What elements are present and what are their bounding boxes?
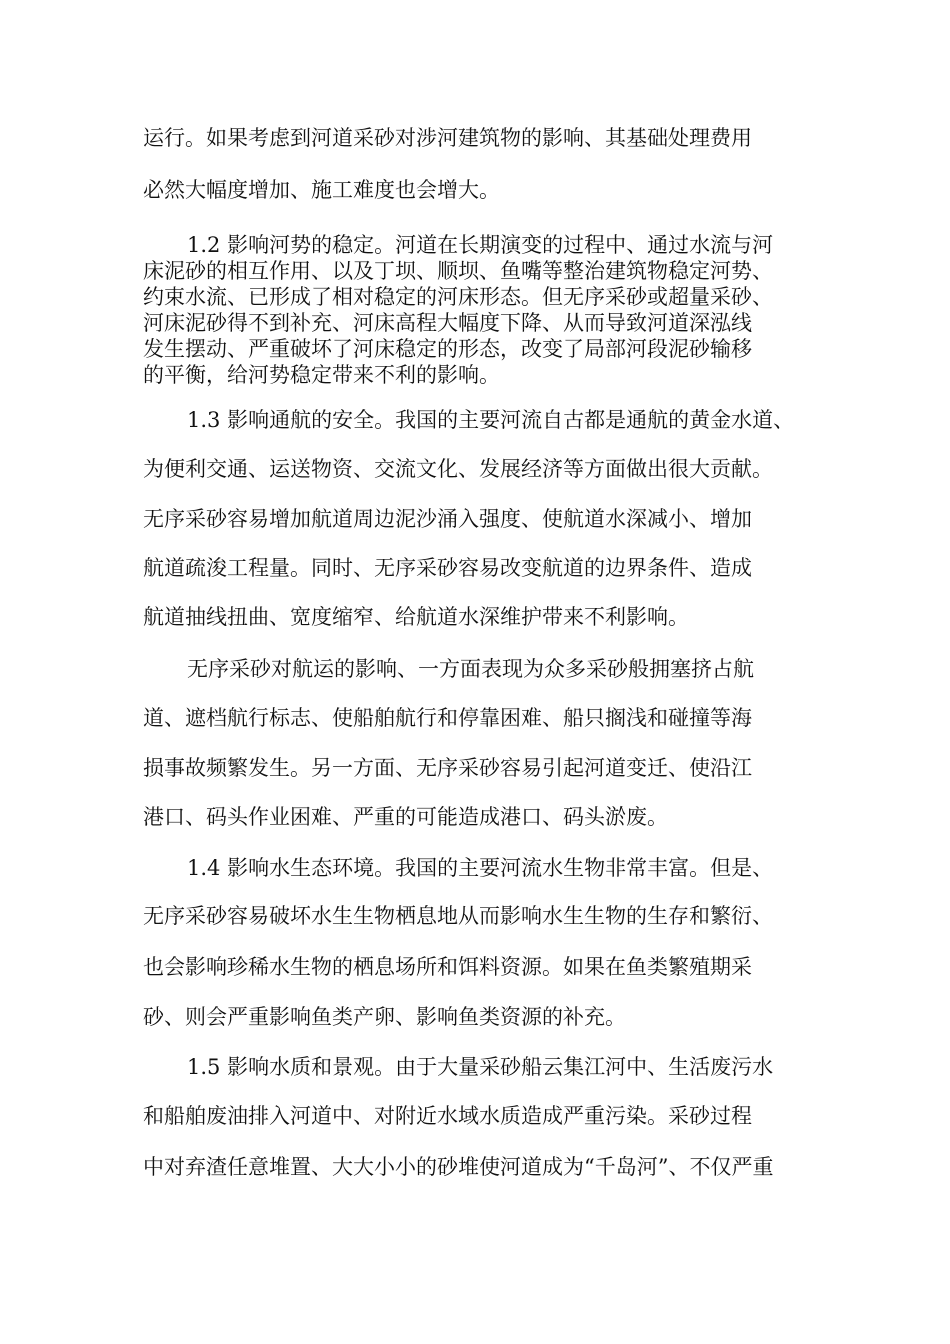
paragraph-first-line: 1.2 影响河势的稳定。河道在长期演变的过程中、通过水流与河	[187, 233, 774, 257]
text-line: 发生摆动、严重破坏了河床稳定的形态，改变了局部河段泥砂输移	[143, 337, 752, 361]
text-line: 无序采砂容易破坏水生生物栖息地从而影响水生生物的生存和繁衍、	[143, 904, 773, 928]
text-line: 为便利交通、运送物资、交流文化、发展经济等方面做出很大贡献。	[143, 457, 773, 481]
text-line: 港口、码头作业困难、严重的可能造成港口、码头淤废。	[143, 805, 668, 829]
text-line: 无序采砂容易增加航道周边泥沙涌入强度、使航道水深减小、增加	[143, 507, 752, 531]
text-line: 河床泥砂得不到补充、河床高程大幅度下降、从而导致河道深泓线	[143, 311, 752, 335]
paragraph-first-line: 1.5 影响水质和景观。由于大量采砂船云集江河中、生活废污水	[187, 1055, 774, 1079]
text-line: 运行。如果考虑到河道采砂对涉河建筑物的影响、其基础处理费用	[143, 126, 752, 150]
text-line: 航道抽线扭曲、宽度缩窄、给航道水深维护带来不利影响。	[143, 605, 689, 629]
text-line: 砂、则会严重影响鱼类产卵、影响鱼类资源的补充。	[143, 1005, 626, 1029]
text-line: 必然大幅度增加、施工难度也会增大。	[143, 178, 500, 202]
text-line: 航道疏浚工程量。同时、无序采砂容易改变航道的边界条件、造成	[143, 556, 752, 580]
text-line: 和船舶废油排入河道中、对附近水域水质造成严重污染。采砂过程	[143, 1104, 752, 1128]
text-line: 损事故频繁发生。另一方面、无序采砂容易引起河道变迁、使沿江	[143, 756, 752, 780]
text-line: 床泥砂的相互作用、以及丁坝、顺坝、鱼嘴等整治建筑物稳定河势、	[143, 259, 773, 283]
text-line: 的平衡，给河势稳定带来不利的影响。	[143, 363, 500, 387]
text-line: 约束水流、已形成了相对稳定的河床形态。但无序采砂或超量采砂、	[143, 285, 773, 309]
text-line: 也会影响珍稀水生物的栖息场所和饵料资源。如果在鱼类繁殖期采	[143, 955, 752, 979]
paragraph-first-line: 无序采砂对航运的影响、一方面表现为众多采砂般拥塞挤占航	[187, 657, 754, 681]
paragraph-first-line: 1.4 影响水生态环境。我国的主要河流水生物非常丰富。但是、	[187, 856, 774, 880]
paragraph-first-line: 1.3 影响通航的安全。我国的主要河流自古都是通航的黄金水道、	[187, 408, 795, 432]
text-line: 中对弃渣任意堆置、大大小小的砂堆使河道成为“千岛河”、不仅严重	[143, 1155, 774, 1179]
text-line: 道、遮档航行标志、使船舶航行和停靠困难、船只搁浅和碰撞等海	[143, 706, 752, 730]
